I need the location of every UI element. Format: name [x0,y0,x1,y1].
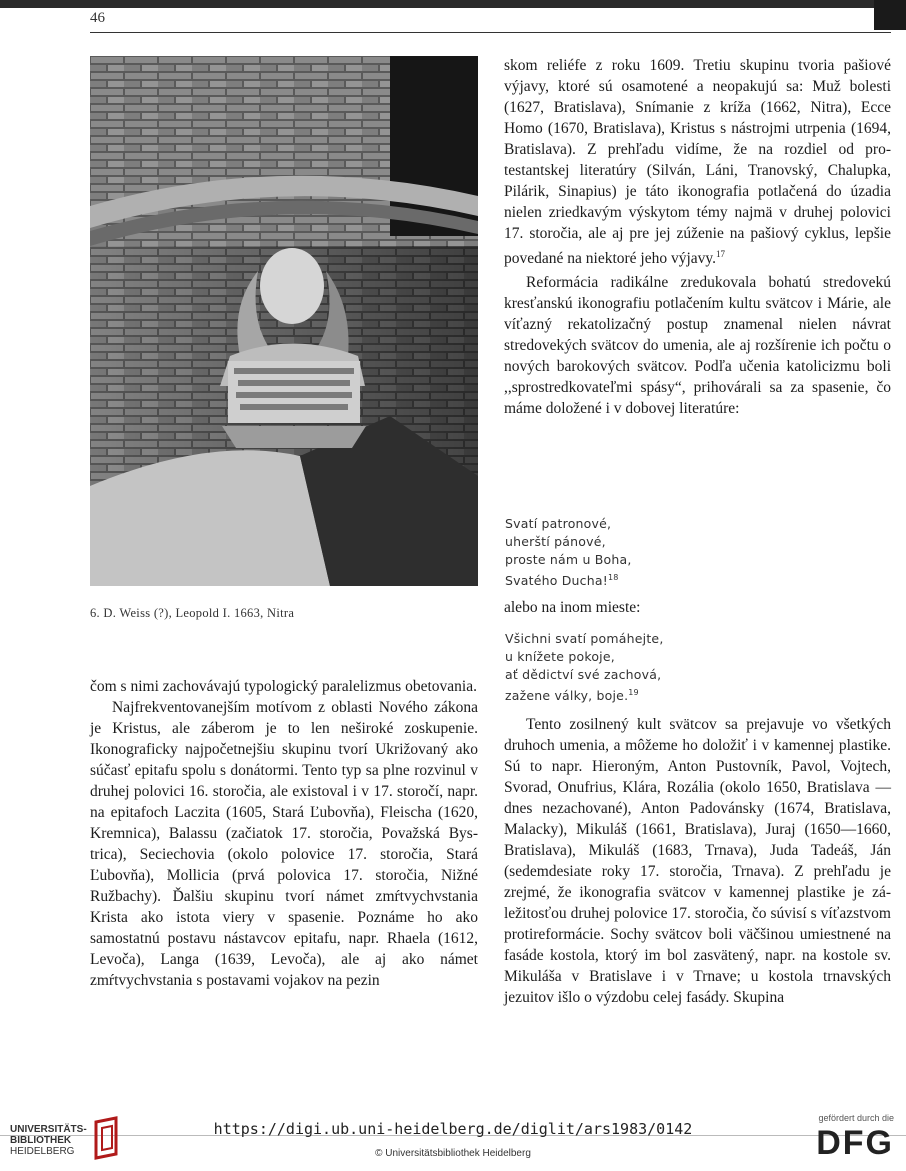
figure-caption: 6. D. Weiss (?), Leopold I. 1663, Nitra [90,606,295,620]
header-rule [90,32,891,33]
library-name-line: HEIDELBERG [10,1146,75,1157]
library-name-line: BIBLIOTHEK [10,1135,72,1146]
verse-line [505,684,664,705]
top-corner-shadow [874,0,906,30]
verse-line [505,569,632,590]
verse-line: proste nám u Boha, [505,552,632,567]
dfg-logo[interactable]: DFG [816,1124,894,1162]
verse-block [505,630,664,705]
footnote-ref: 19 [628,688,639,697]
verse-line: ať dědictví své zachová, [505,667,662,682]
paragraph [504,55,891,269]
paragraph: Tento zosilnený kult svätcov sa prejavuje vo všetkých druhoch umenia, a môžeme ho doložiť i v kamennej plastike. Sú to napr. Hieroným, Anton Pustovník, Pavol, Vojtech, Svorad, Onufrius, Klára, Rozália (okolo 1650, Bratislava — dnes nezachované), Anton Padovánsky (1674, Bratislava, Malacky), Mikuláš (1661, Bratislava), Juraj (1650—1660, Bratislava), Mikuláš (1683, Trnava), Juda Tadeáš, Ján (sedemdesiate roky 17. storočia, Trnava). Z prehľadu je zrejmé, že ikonografia svätcov v kamennej plastike je záležitosťou druhej polovice 17. storočia, čo súvisí s víťazstvom protireformácie. Sochy svätcov boli väčšinou umiestnené na fasáde kostola, ktorý im bol zasvätený, napr. na kostole sv. Mikuláša v Bratislave i v Trnave; u kostola trnavských jezuitov išlo o výzdobu celej fasády. Skupina [504,716,891,1006]
verse-line-text: zažene války, boje. [505,688,629,704]
paragraph: Reformácia radikálne zredukovala bohatú stredovekú kresťanskú ikonografiu potlačením kultu svätcov i Márie, ale víťazný rekatolizačný postup znamenal nielen návrat stredovekých svätcov do umenia, ale aj rozšírenie ich počtu o nových barokových svätcov. Podľa učenia katolicizmu boli ,,sprostredkovateľmi spásy“, prihovárali sa za spasenie, čo máme doložené i v dobovej literatúre: [504,274,891,418]
footnote-ref: 17 [716,249,726,259]
figure-photo [90,56,478,586]
document-url-link[interactable]: https://digi.ub.uni-heidelberg.de/diglit/ars1983/0142 [213,1120,693,1138]
right-column-bottom [504,714,891,1008]
verse-block [505,515,632,590]
paragraph: čom s nimi zachovávajú typologický paralelizmus obetovania. [90,678,477,695]
paragraph: Najfrekventovanejším motívom z oblasti Nového zákona je Kristus, ale záberom je to len neširoké zoskupenie. Ikonograficky najpočetnejšiu skupinu tvorí Ukrižovaný ako súčasť epitafu spolu s donátormi. Tento typ sa plne rozvinul v druhej polovici 16. storočia, ale existoval i v 17. storočí, napr. na epitafoch Laczita (1605, Stará Ľubovňa), Fleischa (1620, Kremnica), Balassu (začiatok 17. storočia, Považská Bystrica), Seciechovia (okolo polovice 17. storočia, Stará Ľubovňa), Mollicia (prvá polovica 17. storočia, Nižné Ružbachy). Ďalšiu skupinu tvorí námet zmŕtvychvstania Krista ako istota viery v spasenie. Poznáme ho ako samostatnú postavu nástavcov epitafu, napr. Rhaela (1612, Levoča), Langa (1639, Levoča), ale aj ako námet zmŕtvychvstania s postavami vojakov na pezin [90,699,478,989]
copyright-text: © Universitätsbibliothek Heidelberg [375,1148,531,1159]
paragraph-text: skom reliéfe z roku 1609. Tretiu skupinu tvoria pašiové výjavy, ktoré sú osamotené a neopakujú sa: Muž bolesti (1627, Bratislava), Snímanie z kríža (1662, Nitra), Ecce Homo (1670, Bratislava), Kristus s nástrojmi utrpenia (1694, Bratislava). Z prehľadu vidíme, že na rozdiel od protestantskej literatúry (Silván, Láni, Tranovský, Chalupka, Pilárik, Sinapius) je táto ikonografia potlačená do úzadia nielen zriedkavým výskytom témy najmä v druhej polovici 17. storočia, ale aj pre jej zúženie na pašiový cyklus, lepšie povedané na niektoré jeho výjavy. [504,57,891,268]
verse-line: uherští pánové, [505,534,606,549]
right-column-top [504,55,891,419]
verse-line: u knížete pokoje, [505,649,615,664]
funder-label: gefördert durch die [818,1113,894,1123]
top-scan-edge [0,0,906,8]
library-name-line: UNIVERSITÄTS- [10,1124,87,1135]
between-verses-text: alebo na inom mieste: [504,599,641,616]
bust-relief-image [90,56,478,586]
left-column [90,676,478,991]
page-number: 46 [90,10,105,26]
verse-line: Všichni svatí pomáhejte, [505,631,664,646]
verse-line-text: Svatého Ducha! [505,573,608,589]
verse-line: Svatí patronové, [505,516,612,531]
footnote-ref: 18 [607,573,619,582]
